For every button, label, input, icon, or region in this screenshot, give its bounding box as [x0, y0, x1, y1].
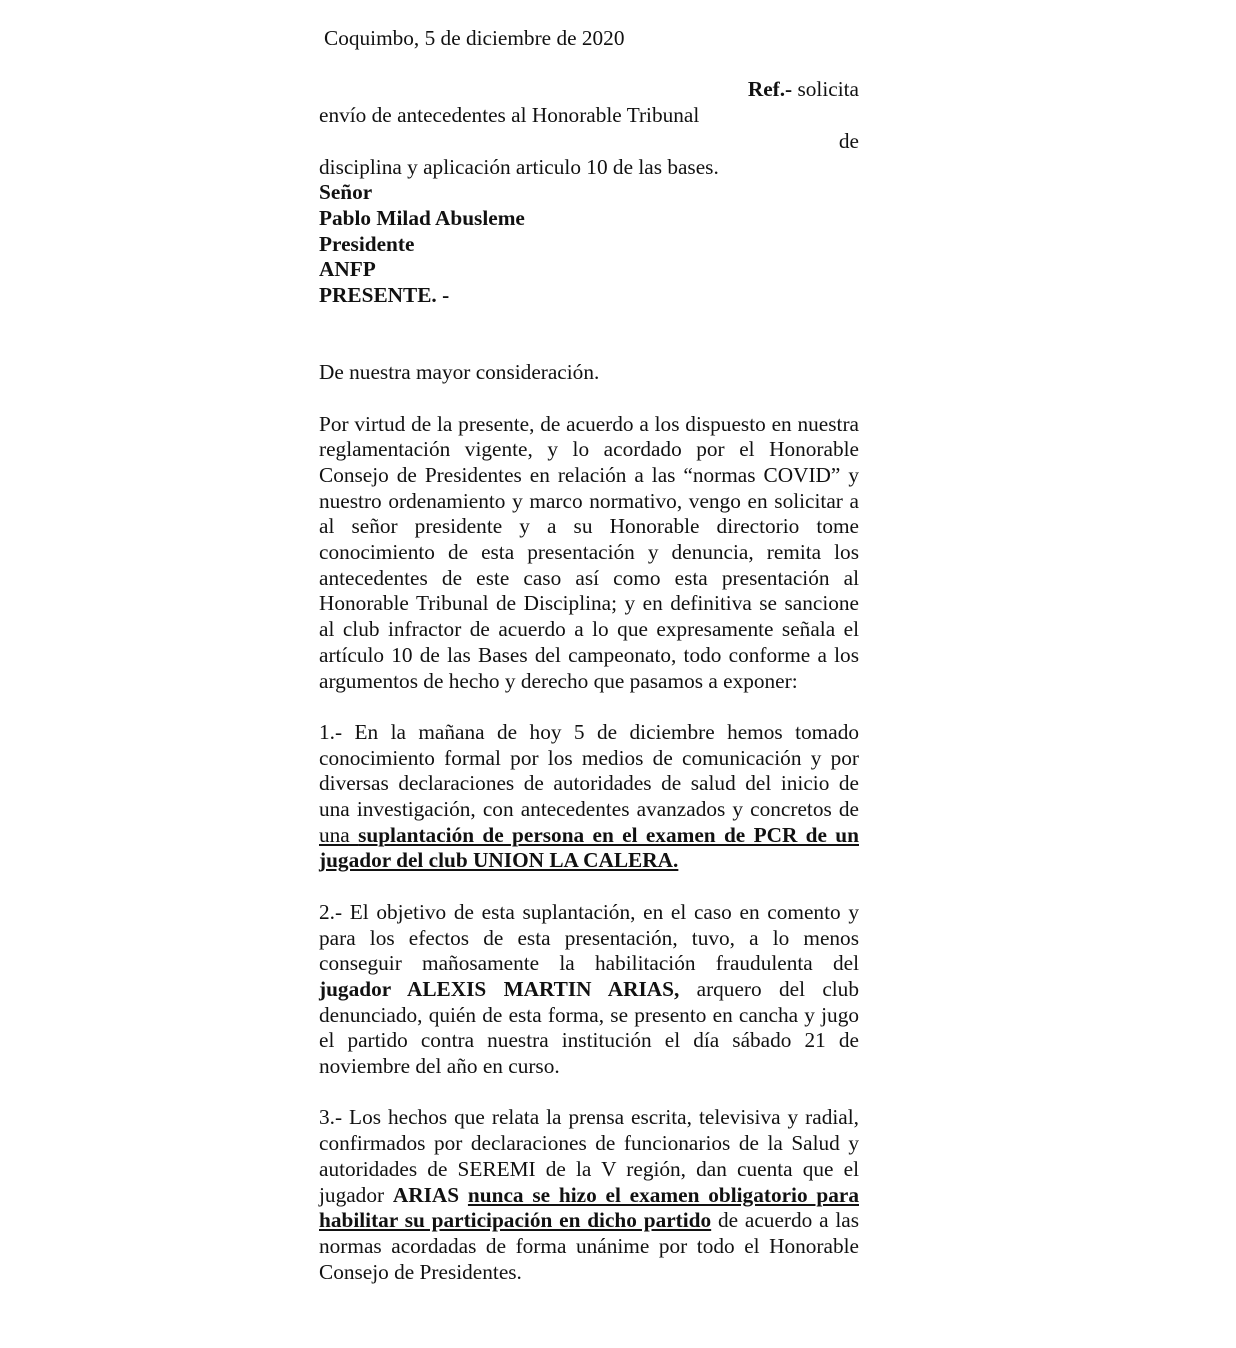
- reference-line-1: [319, 77, 859, 103]
- letter-date: Coquimbo, 5 de diciembre de 2020: [324, 26, 625, 50]
- addressee-title: Presidente: [319, 231, 415, 256]
- point-2-paragraph: [319, 900, 859, 1080]
- reference-line-2: envío de antecedentes al Honorable Tribunal: [319, 103, 700, 128]
- point-3-emphasis: nunca se hizo el examen obligatorio para habilitar su participación en dicho partido: [319, 1182, 859, 1233]
- intro-paragraph: Por virtud de la presente, de acuerdo a los dispuesto en nuestra reglamentación vigente, y lo acordado por el Honorable Consejo de Presidentes en relación a las “normas COVID” y nuestro ordenamiento y marco normativo, vengo en solicitar a al señor presidente y a su Honorable directorio tome conocimiento de esta presentación y denuncia, remita los antecedentes de este caso así como esta presentación al Honorable Tribunal de Disciplina; y en definitiva se sancione al club infractor de acuerdo a lo que expresamente señala el artículo 10 de las Bases del campeonato, todo conforme a los argumentos de hecho y derecho que pasamos a exponer:: [319, 411, 859, 693]
- reference-line-1-text: solicita: [792, 77, 859, 102]
- point-1-paragraph: [319, 720, 859, 874]
- letter-page: [319, 26, 859, 1285]
- addressee-block: [319, 180, 859, 309]
- point-1-text: 1.- En la mañana de hoy 5 de diciembre hemos tomado conocimiento formal por los medios de comunicación y por diversas declaraciones de autoridades de salud del inicio de una investigación, con antecedentes avanzados y concretos de: [319, 719, 859, 822]
- reference-line-3: de: [838, 128, 859, 153]
- reference-label: Ref.-: [747, 77, 793, 102]
- point-3-paragraph: [319, 1105, 859, 1285]
- point-3-text-after: de acuerdo a las normas acordadas de forma unánime por todo el Honorable Consejo de Presidentes.: [319, 1208, 860, 1284]
- greeting: De nuestra mayor consideración.: [319, 360, 600, 385]
- reference-line-4: disciplina y aplicación articulo 10 de las bases.: [319, 154, 719, 179]
- point-1-underlined: una: [319, 822, 359, 847]
- point-3-player-name: ARIAS: [392, 1182, 460, 1207]
- reference-block: [319, 77, 859, 180]
- point-3-text-before: 3.- Los hechos que relata la prensa escrita, televisiva y radial, confirmados por declaraciones de funcionarios de la Salud y autoridades de SEREMI de la V región, dan cuenta que el jugador: [319, 1105, 859, 1207]
- point-2-player-name: jugador ALEXIS MARTIN ARIAS,: [319, 976, 680, 1001]
- addressee-present: PRESENTE. -: [319, 283, 450, 308]
- point-1-emphasis: suplantación de persona en el examen de PCR de un jugador del club UNION LA CALERA.: [319, 822, 859, 873]
- point-3-space: [459, 1183, 468, 1207]
- addressee-name: Pablo Milad Abusleme: [319, 205, 525, 230]
- addressee-salutation: Señor: [319, 180, 373, 205]
- addressee-org: ANFP: [319, 257, 376, 282]
- point-2-text-after: arquero del club denunciado, quién de esta forma, se presento en cancha y jugo el partido contra nuestra institución el día sábado 21 de noviembre del año en curso.: [319, 976, 859, 1079]
- point-2-text-before: 2.- El objetivo de esta suplantación, en el caso en comento y para los efectos de esta presentación, tuvo, a lo menos conseguir mañosamente la habilitación fraudulenta del: [319, 899, 859, 976]
